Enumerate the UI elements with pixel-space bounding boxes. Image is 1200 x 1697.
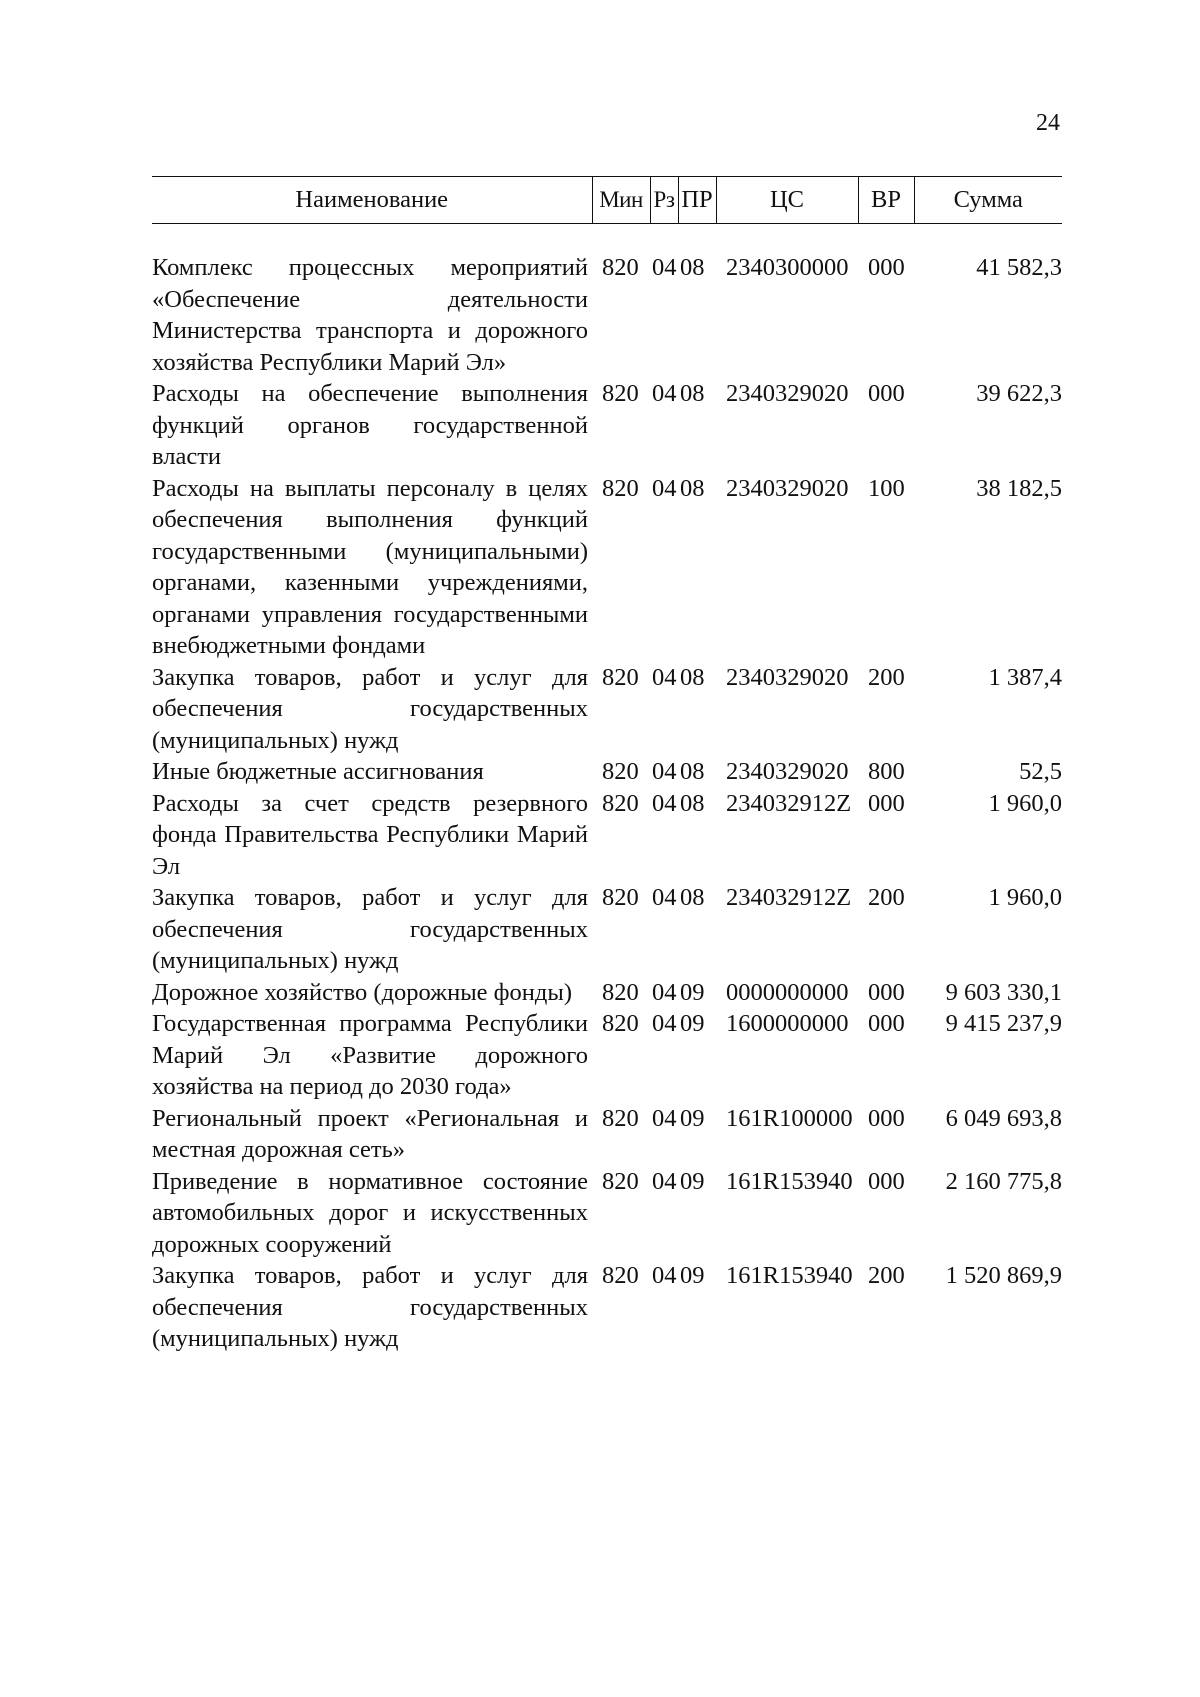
cell-min: 820 <box>602 663 639 691</box>
cell-vr: 800 <box>868 758 905 785</box>
spacer-row <box>152 224 1062 253</box>
cell-name: Закупка товаров, работ и услуг для обеспечения государственных (муниципальных) нужд <box>152 884 588 974</box>
budget-table <box>152 176 1062 1355</box>
table-row <box>152 977 1062 1009</box>
cell-cs: 161R153940 <box>726 1262 853 1289</box>
cell-name: Иные бюджетные ассигнования <box>152 758 484 785</box>
cell-rz: 04 <box>652 380 677 407</box>
table-header-row <box>152 177 1062 224</box>
table-row <box>152 473 1062 662</box>
cell-min: 820 <box>602 978 639 1006</box>
cell-rz: 04 <box>652 1010 677 1037</box>
cell-vr: 000 <box>868 1167 905 1195</box>
cell-cs: 2340300000 <box>726 254 849 281</box>
cell-vr: 000 <box>868 254 905 281</box>
cell-name: Государственная программа Республики Марий Эл «Развитие дорожного хозяйства на период до 2030 года» <box>152 1010 588 1100</box>
page-number: 24 <box>1036 110 1060 136</box>
cell-sum: 41 582,3 <box>976 254 1062 281</box>
cell-pr: 09 <box>680 1104 705 1132</box>
cell-name: Закупка товаров, работ и услуг для обеспечения государственных (муниципальных) нужд <box>152 1262 588 1352</box>
cell-min: 820 <box>602 1262 639 1289</box>
table-row <box>152 882 1062 977</box>
cell-sum: 2 160 775,8 <box>945 1167 1062 1195</box>
cell-sum: 1 960,0 <box>988 884 1062 911</box>
cell-sum: 39 622,3 <box>976 380 1062 407</box>
table-row <box>152 788 1062 883</box>
table-row <box>152 1103 1062 1166</box>
cell-sum: 1 387,4 <box>988 663 1062 691</box>
cell-min: 820 <box>602 884 639 911</box>
cell-min: 820 <box>602 758 639 785</box>
cell-min: 820 <box>602 1167 639 1195</box>
cell-min: 820 <box>602 1010 639 1037</box>
cell-vr: 000 <box>868 978 905 1006</box>
table-row <box>152 1260 1062 1355</box>
cell-rz: 04 <box>652 1167 677 1195</box>
cell-sum: 9 603 330,1 <box>945 978 1062 1006</box>
table-row <box>152 252 1062 378</box>
cell-pr: 08 <box>680 254 705 281</box>
cell-sum: 1 520 869,9 <box>945 1262 1062 1289</box>
cell-cs: 2340329020 <box>726 663 849 691</box>
cell-cs: 161R153940 <box>726 1167 853 1195</box>
cell-rz: 04 <box>652 663 677 691</box>
cell-pr: 08 <box>680 663 705 691</box>
cell-vr: 200 <box>868 663 905 691</box>
cell-name: Расходы на выплаты персоналу в целях обеспечения выполнения функций государственными (муниципальными) органами, казенными учреждениями, органами управления государственными внебюджетными фондами <box>152 474 588 659</box>
cell-vr: 100 <box>868 474 905 502</box>
cell-vr: 000 <box>868 1010 905 1037</box>
cell-pr: 08 <box>680 380 705 407</box>
cell-rz: 04 <box>652 758 677 785</box>
cell-name: Закупка товаров, работ и услуг для обеспечения государственных (муниципальных) нужд <box>152 663 588 754</box>
cell-vr: 000 <box>868 1104 905 1132</box>
table-row <box>152 378 1062 473</box>
cell-vr: 200 <box>868 884 905 911</box>
header-cs: ЦС <box>716 177 858 224</box>
cell-min: 820 <box>602 254 639 281</box>
table-row <box>152 1008 1062 1103</box>
cell-rz: 04 <box>652 254 677 281</box>
cell-sum: 1 960,0 <box>988 789 1062 817</box>
cell-sum: 9 415 237,9 <box>945 1010 1062 1037</box>
cell-vr: 000 <box>868 789 905 817</box>
cell-min: 820 <box>602 1104 639 1132</box>
header-rz: Рз <box>650 177 678 224</box>
cell-name: Расходы за счет средств резервного фонда Правительства Республики Марий Эл <box>152 789 588 880</box>
cell-pr: 08 <box>680 758 705 785</box>
cell-rz: 04 <box>652 1104 677 1132</box>
cell-vr: 000 <box>868 380 905 407</box>
cell-pr: 08 <box>680 884 705 911</box>
header-pr: ПР <box>678 177 716 224</box>
cell-name: Расходы на обеспечение выполнения функций органов государственной власти <box>152 380 588 470</box>
header-sum: Сумма <box>914 177 1062 224</box>
cell-cs: 234032912Z <box>726 884 852 911</box>
table-body <box>152 224 1062 1355</box>
cell-cs: 234032912Z <box>726 789 852 817</box>
cell-cs: 2340329020 <box>726 474 849 502</box>
cell-pr: 09 <box>680 1010 705 1037</box>
cell-min: 820 <box>602 380 639 407</box>
cell-sum: 6 049 693,8 <box>945 1104 1062 1132</box>
cell-rz: 04 <box>652 1262 677 1289</box>
header-min: Мин <box>592 177 650 224</box>
cell-pr: 08 <box>680 789 705 817</box>
cell-rz: 04 <box>652 474 677 502</box>
cell-name: Комплекс процессных мероприятий «Обеспечение деятельности Министерства транспорта и дорожного хозяйства Республики Марий Эл» <box>152 254 588 376</box>
cell-min: 820 <box>602 789 639 817</box>
cell-pr: 09 <box>680 1167 705 1195</box>
cell-cs: 1600000000 <box>726 1010 849 1037</box>
cell-vr: 200 <box>868 1262 905 1289</box>
header-name: Наименование <box>152 177 592 224</box>
cell-rz: 04 <box>652 789 677 817</box>
cell-rz: 04 <box>652 884 677 911</box>
cell-min: 820 <box>602 474 639 502</box>
table-row <box>152 1166 1062 1261</box>
table-row <box>152 662 1062 757</box>
cell-name: Региональный проект «Региональная и местная дорожная сеть» <box>152 1104 588 1163</box>
cell-rz: 04 <box>652 978 677 1006</box>
cell-sum: 52,5 <box>1019 758 1062 785</box>
cell-pr: 09 <box>680 1262 705 1289</box>
cell-name: Приведение в нормативное состояние автомобильных дорог и искусственных дорожных сооружений <box>152 1167 588 1258</box>
cell-cs: 161R100000 <box>726 1104 853 1132</box>
cell-sum: 38 182,5 <box>976 474 1062 502</box>
cell-cs: 2340329020 <box>726 380 849 407</box>
cell-name: Дорожное хозяйство (дорожные фонды) <box>152 978 573 1006</box>
table-row <box>152 756 1062 788</box>
cell-pr: 09 <box>680 978 705 1006</box>
cell-cs: 0000000000 <box>726 978 849 1006</box>
cell-cs: 2340329020 <box>726 758 849 785</box>
cell-pr: 08 <box>680 474 705 502</box>
header-vr: ВР <box>858 177 914 224</box>
